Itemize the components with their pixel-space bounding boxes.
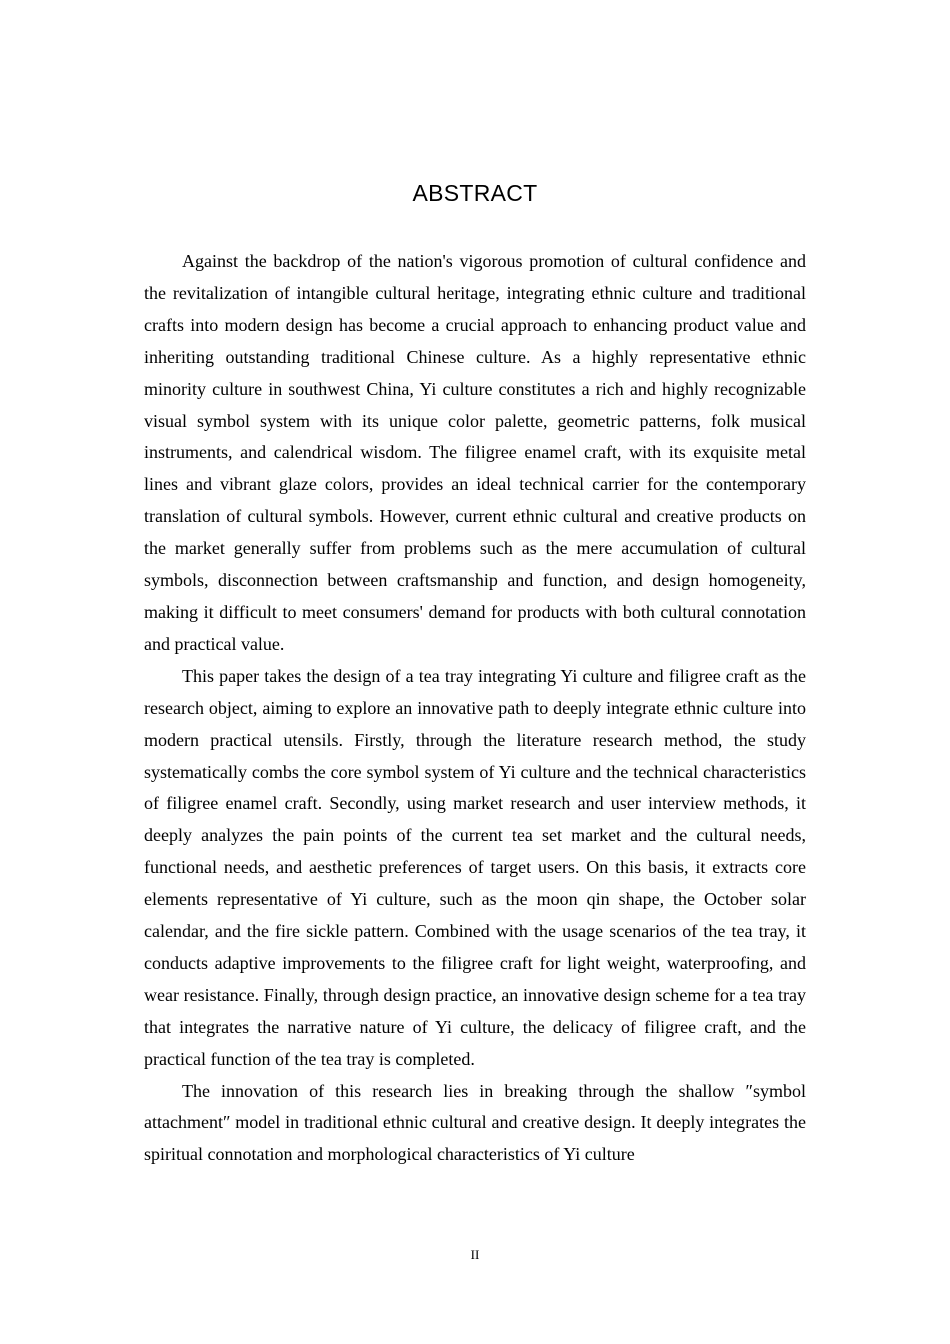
abstract-body — [144, 246, 806, 1171]
abstract-paragraph-1: Against the backdrop of the nation's vigorous promotion of cultural confidence and the revitalization of intangible cultural heritage, integrating ethnic culture and traditional crafts into modern design has become a crucial approach to enhancing product value and inheriting outstanding traditional Chinese culture. As a highly representative ethnic minority culture in southwest China, Yi culture constitutes a rich and highly recognizable visual symbol system with its unique color palette, geometric patterns, folk musical instruments, and calendrical wisdom. The filigree enamel craft, with its exquisite metal lines and vibrant glaze colors, provides an ideal technical carrier for the contemporary translation of cultural symbols. However, current ethnic cultural and creative products on the market generally suffer from problems such as the mere accumulation of cultural symbols, disconnection between craftsmanship and function, and design homogeneity, making it difficult to meet consumers' demand for products with both cultural connotation and practical value. — [144, 251, 806, 654]
page-number: II — [470, 1247, 480, 1262]
abstract-heading: ABSTRACT — [412, 180, 538, 206]
abstract-paragraph-2: This paper takes the design of a tea tray integrating Yi culture and filigree craft as the research object, aiming to explore an innovative path to deeply integrate ethnic culture into modern practical utensils. Firstly, through the literature research method, the study systematically combs the core symbol system of Yi culture and the technical characteristics of filigree enamel craft. Secondly, using market research and user interview methods, it deeply analyzes the pain points of the current tea set market and the cultural needs, functional needs, and aesthetic preferences of target users. On this basis, it extracts core elements representative of Yi culture, such as the moon qin shape, the October solar calendar, and the fire sickle pattern. Combined with the usage scenarios of the tea tray, it conducts adaptive improvements to the filigree craft for light weight, waterproofing, and wear resistance. Finally, through design practice, an innovative design scheme for a tea tray that integrates the narrative nature of Yi culture, the delicacy of filigree craft, and the practical function of the tea tray is completed. — [144, 665, 806, 1069]
abstract-paragraph-3: The innovation of this research lies in breaking through the shallow ″symbol attachment″ model in traditional ethnic cultural and creative design. It deeply integrates the spiritual connotation and morphological characteristics of Yi culture — [144, 1080, 806, 1165]
